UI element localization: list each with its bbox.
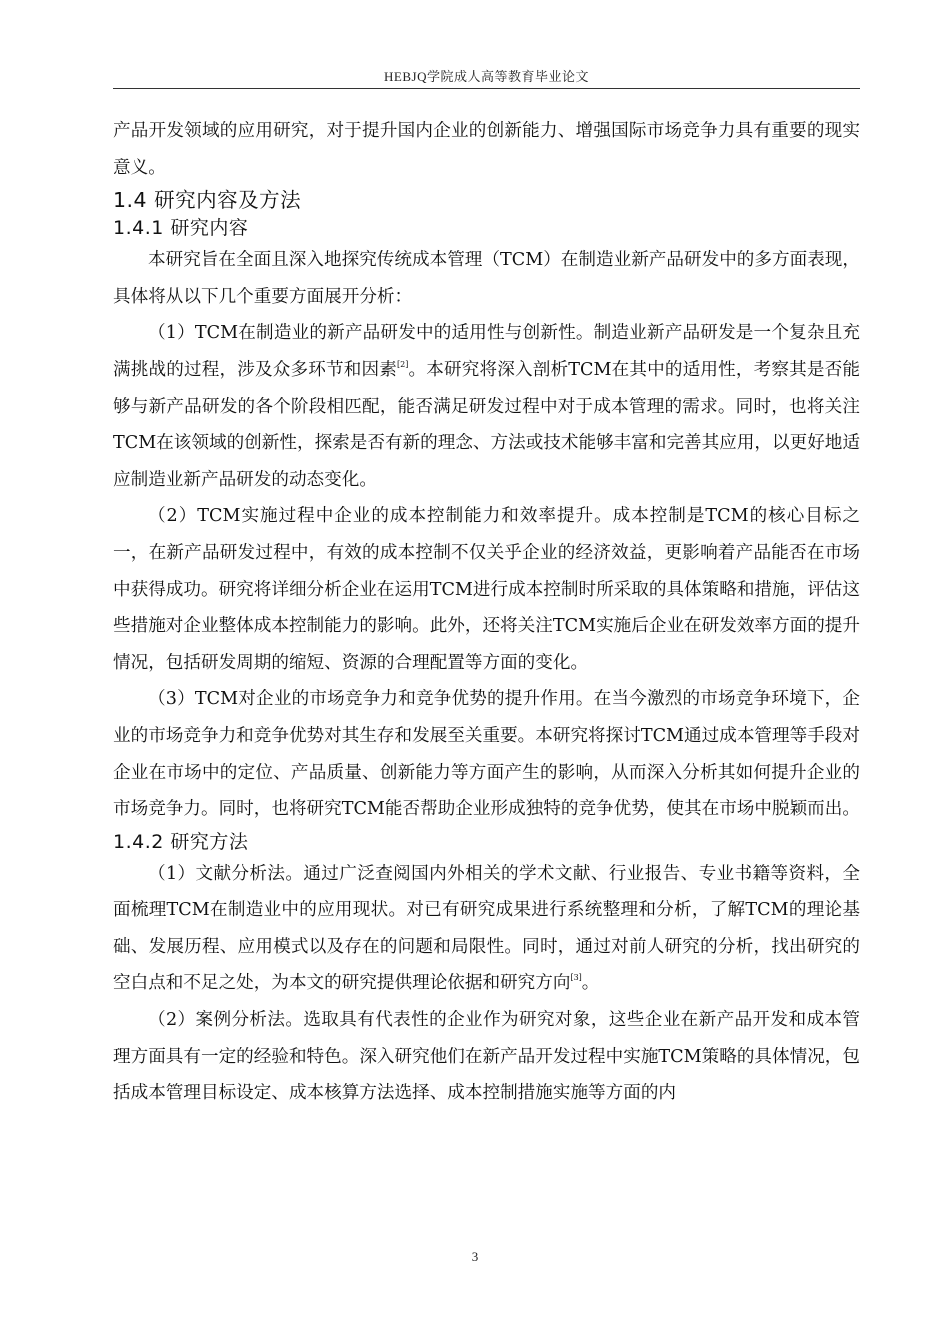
paragraph-text: 。本研究将深入剖析TCM在其中的适用性，考察其是否能够与新产品研发的各个阶段相匹配，能否满足研发过程中对于成本管理的需求。同时，也将关注TCM在该领域的创新性，探索是否有新的理念、方法或技术能够丰富和完善其应用，以更好地适应制造业新产品研发的动态变化。 bbox=[113, 359, 860, 490]
paragraph: 本研究旨在全面且深入地探究传统成本管理（TCM）在制造业新产品研发中的多方面表现，具体将从以下几个重要方面展开分析： bbox=[113, 250, 860, 307]
paragraph-text: （1）TCM在制造业的新产品研发中的适用性与创新性。制造业新产品研发是一个复杂且充满挑战的过程，涉及众多环节和因素 bbox=[113, 323, 860, 380]
paragraph bbox=[113, 856, 860, 1002]
paragraph: （2）TCM实施过程中企业的成本控制能力和效率提升。成本控制是TCM的核心目标之一，在新产品研发过程中，有效的成本控制不仅关乎企业的经济效益，更影响着产品能否在市场中获得成功。研究将详细分析企业在运用TCM进行成本控制时所采取的具体策略和措施，评估这些措施对企业整体成本控制能力的影响。此外，还将关注TCM实施后企业在研发效率方面的提升情况，包括研发周期的缩短、资源的合理配置等方面的变化。 bbox=[113, 506, 860, 673]
citation: [3] bbox=[570, 973, 582, 983]
paragraph: （3）TCM对企业的市场竞争力和竞争优势的提升作用。在当今激烈的市场竞争环境下，企业的市场竞争力和竞争优势对其生存和发展至关重要。本研究将探讨TCM通过成本管理等手段对企业在市场中的定位、产品质量、创新能力等方面产生的影响，从而深入分析其如何提升企业的市场竞争力。同时，也将研究TCM能否帮助企业形成独特的竞争优势，使其在市场中脱颖而出。 bbox=[113, 689, 860, 820]
running-header: HEBJQ学院成人高等教育毕业论文 bbox=[384, 69, 589, 84]
subsection-heading: 1.4.1 研究内容 bbox=[113, 217, 249, 240]
subsection-heading: 1.4.2 研究方法 bbox=[113, 830, 249, 853]
page-number: 3 bbox=[471, 1249, 479, 1264]
paragraph: （2）案例分析法。选取具有代表性的企业作为研究对象，这些企业在新产品开发和成本管理方面具有一定的经验和特色。深入研究他们在新产品开发过程中实施TCM策略的具体情况，包括成本管理目标设定、成本核算方法选择、成本控制措施实施等方面的内 bbox=[113, 1010, 860, 1104]
paragraph: 产品开发领域的应用研究，对于提升国内企业的创新能力、增强国际市场竞争力具有重要的现实意义。 bbox=[113, 121, 860, 178]
paragraph-text: 。 bbox=[581, 973, 600, 994]
body-text bbox=[113, 113, 860, 1112]
header-rule bbox=[113, 88, 860, 89]
paragraph-text: （1）文献分析法。通过广泛查阅国内外相关的学术文献、行业报告、专业书籍等资料，全面梳理TCM在制造业中的应用现状。对已有研究成果进行系统整理和分析，了解TCM的理论基础、发展历程、应用模式以及存在的问题和局限性。同时，通过对前人研究的分析，找出研究的空白点和不足之处，为本文的研究提供理论依据和研究方向 bbox=[113, 863, 860, 994]
paragraph bbox=[113, 315, 860, 498]
citation: [2] bbox=[397, 359, 409, 369]
section-heading: 1.4 研究内容及方法 bbox=[113, 188, 302, 213]
